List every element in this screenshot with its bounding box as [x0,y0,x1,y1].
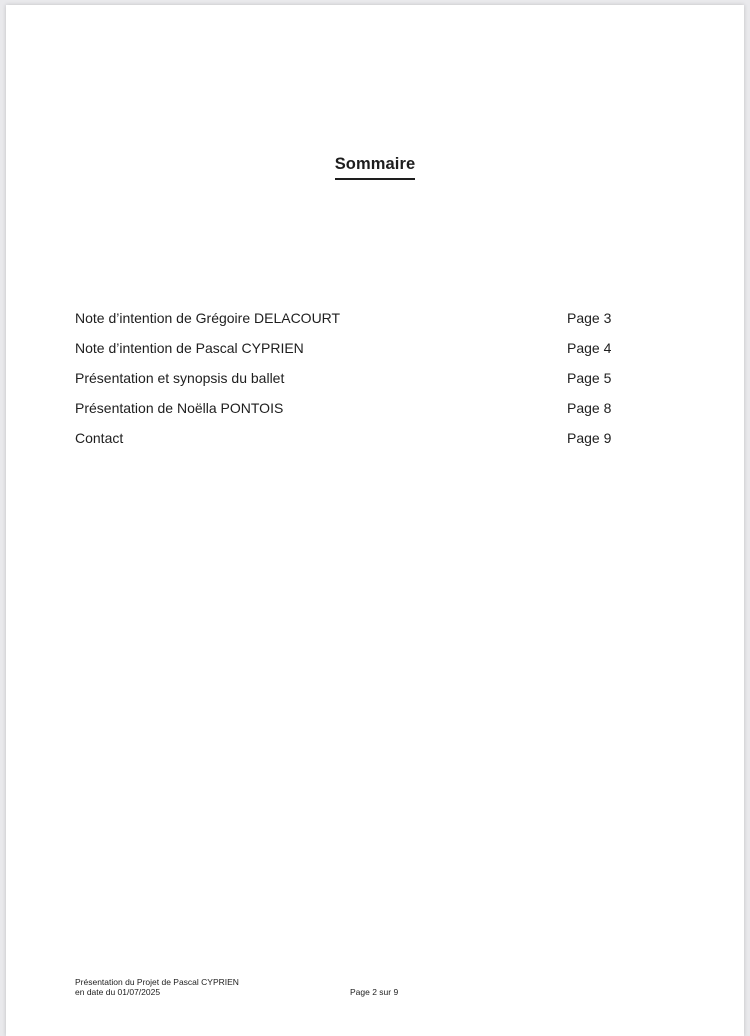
footer-document-info [75,977,239,997]
footer-line-2: en date du 01/07/2025 [75,987,161,997]
toc-entry-page: Page 4 [567,340,612,356]
toc-entry-label: Contact [75,430,124,446]
toc-entry-label: Présentation de Noëlla PONTOIS [75,400,284,416]
toc-entry-page: Page 3 [567,310,612,326]
table-of-contents [75,310,615,460]
footer-page-number: Page 2 sur 9 [350,987,399,997]
toc-entry-label: Présentation et synopsis du ballet [75,370,285,386]
toc-entry-label: Note d’intention de Grégoire DELACOURT [75,310,341,326]
toc-entry[interactable] [75,430,615,460]
toc-entry-page: Page 5 [567,370,612,386]
page-title-container [6,155,744,180]
toc-entry[interactable] [75,370,615,400]
toc-entry[interactable] [75,400,615,430]
toc-entry[interactable] [75,340,615,370]
toc-entry-label: Note d’intention de Pascal CYPRIEN [75,340,304,356]
toc-entry[interactable] [75,310,615,340]
toc-entry-page: Page 9 [567,430,612,446]
toc-entry-page: Page 8 [567,400,612,416]
footer-line-1: Présentation du Projet de Pascal CYPRIEN [75,977,239,987]
page-title: Sommaire [335,155,416,180]
document-page [6,5,744,1036]
